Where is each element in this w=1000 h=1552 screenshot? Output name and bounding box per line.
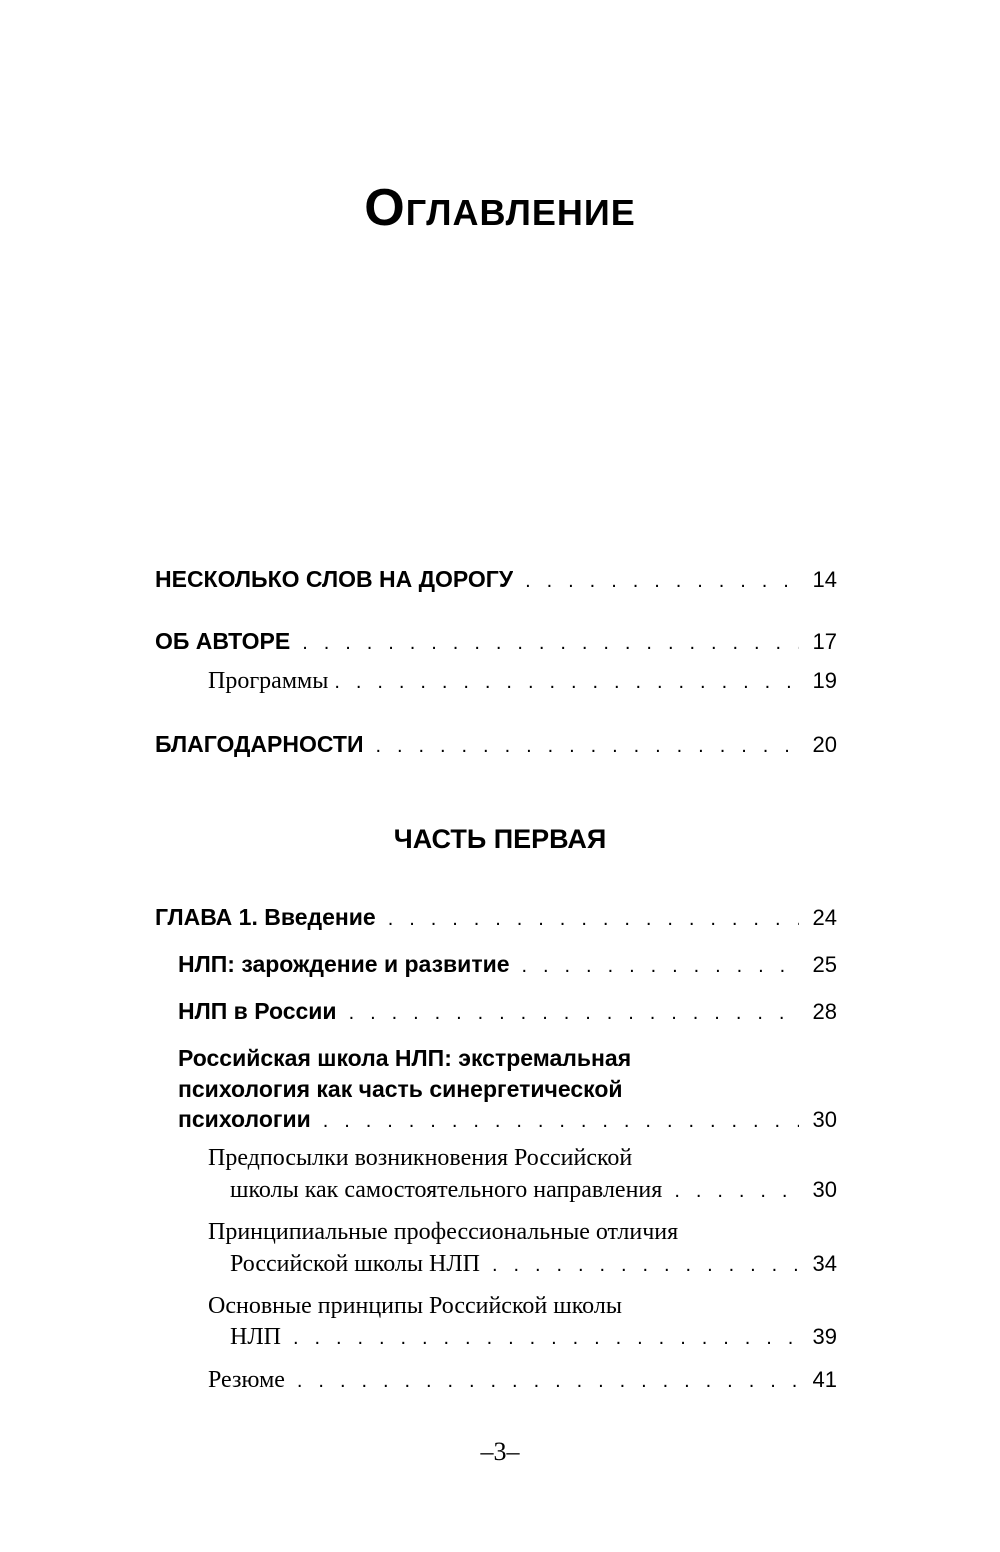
toc-entry-title-line: психология как часть синергетической xyxy=(178,1076,623,1102)
toc-entry-title-line: Российская школа НЛП: экстремальная xyxy=(178,1045,632,1071)
toc-leader xyxy=(323,1110,799,1133)
toc-entry-title: НЛП в России xyxy=(178,998,337,1024)
toc-page-number: 39 xyxy=(812,1324,837,1349)
part-heading: ЧАСТЬ ПЕРВАЯ xyxy=(393,824,607,854)
toc-page-number: 20 xyxy=(812,732,837,757)
toc-entry-title-line: Предпосылки возникновения Российской xyxy=(208,1145,633,1171)
toc-entry-nlp-origin[interactable] xyxy=(178,951,837,987)
toc-entry-principles[interactable] xyxy=(230,1324,837,1360)
toc-page-number: 17 xyxy=(812,629,837,654)
toc-entry-acknowledgements[interactable] xyxy=(155,731,837,767)
toc-entry-about-author[interactable] xyxy=(155,628,837,664)
page-number-footer: –3– xyxy=(480,1437,520,1466)
toc-entry-title: ОБ АВТОРЕ xyxy=(155,628,291,654)
page-title: Оглавление xyxy=(364,179,636,237)
toc-entry-summary[interactable] xyxy=(208,1367,837,1403)
toc-entry-russian-school[interactable] xyxy=(178,1106,837,1142)
toc-leader xyxy=(492,1254,799,1277)
toc-page-number: 19 xyxy=(812,668,837,693)
toc-entry-title: Российской школы НЛП xyxy=(230,1251,480,1277)
toc-leader xyxy=(349,1002,799,1025)
toc-leader xyxy=(674,1180,799,1203)
toc-entry-programs[interactable] xyxy=(208,668,837,704)
toc-entry-differences[interactable] xyxy=(230,1251,837,1287)
toc-leader xyxy=(388,908,799,931)
toc-leader xyxy=(525,570,799,593)
toc-entry-title: НЛП: зарождение и развитие xyxy=(178,951,510,977)
toc-leader xyxy=(302,632,799,655)
toc-entry-title: НЛП xyxy=(230,1324,281,1350)
toc-leader xyxy=(334,671,799,694)
toc-entry-title: психологии xyxy=(178,1106,311,1132)
toc-page-number: 24 xyxy=(812,905,837,930)
toc-leader xyxy=(375,735,799,758)
toc-leader xyxy=(293,1327,799,1350)
toc-page-number: 30 xyxy=(812,1177,837,1202)
toc-leader xyxy=(297,1370,799,1393)
toc-page-number: 14 xyxy=(812,567,837,592)
toc-entry-title: ГЛАВА 1. Введение xyxy=(155,904,376,930)
toc-entry-chapter-1[interactable] xyxy=(155,904,837,940)
toc-entry-title: Программы xyxy=(208,668,329,694)
toc-entry-title: Резюме xyxy=(208,1367,285,1393)
toc-page-number: 25 xyxy=(812,952,837,977)
toc-entry-title-line: Принципиальные профессиональные отличия xyxy=(208,1219,679,1245)
toc-leader xyxy=(522,955,799,978)
toc-entry-title-line: Основные принципы Российской школы xyxy=(208,1293,622,1319)
toc-entry-title: БЛАГОДАРНОСТИ xyxy=(155,731,364,757)
toc-page-number: 28 xyxy=(812,999,837,1024)
toc-entry-nlp-russia[interactable] xyxy=(178,998,837,1034)
toc-entry-foreword[interactable] xyxy=(155,566,837,602)
toc-page-number: 41 xyxy=(812,1367,837,1392)
toc-page-number: 30 xyxy=(812,1107,837,1132)
toc-entry-title: НЕСКОЛЬКО СЛОВ НА ДОРОГУ xyxy=(155,566,514,592)
toc-entry-title: школы как самостоятельного направления xyxy=(230,1177,663,1203)
toc-page-number: 34 xyxy=(812,1251,837,1276)
toc-entry-prerequisites[interactable] xyxy=(230,1177,837,1213)
